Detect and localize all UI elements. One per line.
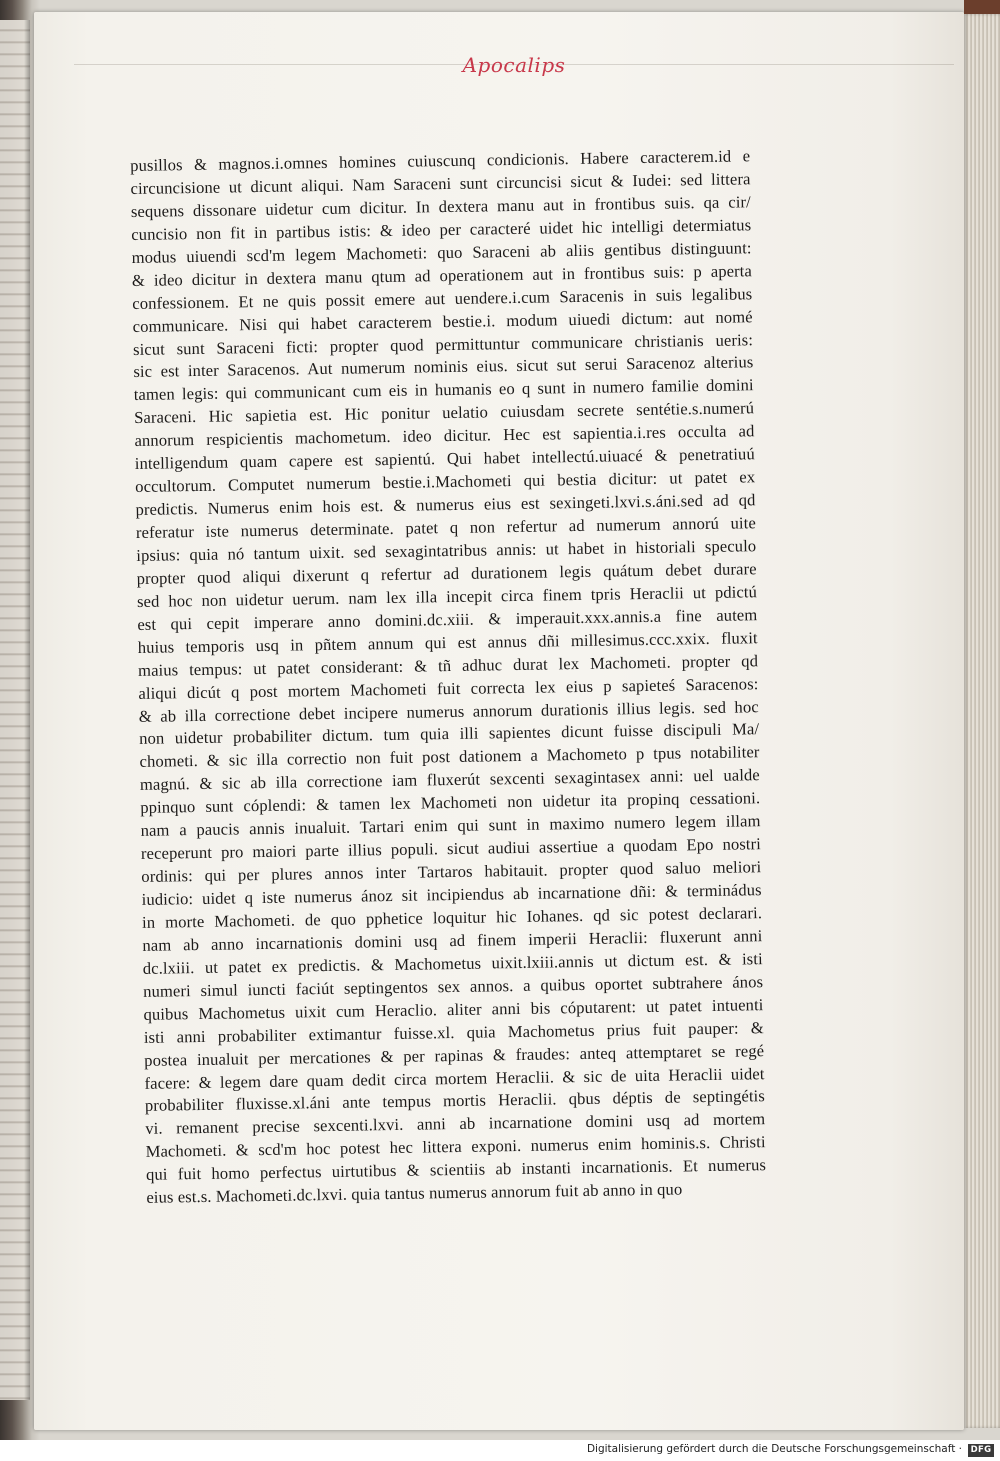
text-line: sic est inter Saracenos. Aut numerum nominis eius. sicut sut serui Saracenoz alterius	[133, 352, 754, 382]
text-line: nam ab anno incarnationis domini usq ad finem imperii Heraclii: fluxerunt anni	[142, 926, 763, 955]
text-line: ipsius: quia nó tantum uixit. sed sexagintatribus annis: ut habet in historiali speculo	[136, 536, 757, 565]
text-line: receperunt pro maiori parte illius populi. sicut audiui assertiue a quodam Epo nostri	[140, 834, 762, 864]
text-line: vi. remanent precise sexcenti.lxvi. anni ab incarnatione domini usq ad mortem	[145, 1109, 766, 1139]
text-line: predictis. Numerus enim hois est. & numerus eius est sexingeti.lxvi.s.áni.sed ad qd	[135, 490, 756, 520]
text-line: isti anni probabiliter extimantur fuisse.xl. quia Machometus prius fuit pauper: &	[143, 1017, 764, 1047]
text-line: in morte Machometi. de quo pphetice loquitur hic Iohanes. qd sic potest declarari.	[141, 903, 763, 932]
text-line: iudicio: uidet q iste numerus ánoz sit incipiendus ab incarnatione dñi: & terminádus	[141, 880, 762, 909]
text-line: referatur iste numerus determinate. patet q non refertur ad numerum annorú uite	[135, 513, 757, 542]
dfg-logo: DFG	[968, 1444, 994, 1457]
text-line: probabiliter fluxisse.xl.áni ante tempus mortis Heraclii. qbus déptis de septingétis	[144, 1086, 766, 1116]
text-line: propter quod aliqui dixerunt q refertur ad durationem legis quátum debet durare	[136, 559, 757, 588]
text-line: & ab illa correctione debet incipere numerus annorum durationis illius legis. sed hoc	[138, 696, 759, 726]
text-line: non uidetur probabiliter dictum. tum quia illi sapientes dicunt fuisse discipuli Ma/	[139, 719, 760, 749]
text-line: eius est.s. Machometi.dc.lxvi. quia tantus numerus annorum fuit ab anno in quo	[146, 1179, 683, 1208]
footer-bar	[0, 1440, 1000, 1461]
text-line: sequens dissonare uidetur cum dicitur. In dextera manu aut in frontibus suis. qa cir/	[130, 192, 751, 221]
text-line: ordinis: qui per plures annos inter Tartaros habitauit. propter quod saluo meliori	[141, 857, 762, 886]
text-line: sicut sunt Saraceni ficti: propter quod permittuntur communicare christianis ueris:	[132, 329, 754, 359]
text-line: dc.lxiii. ut patet ex predictis. & Machometus uixit.lxiii.annis ut dictum est. & isti	[142, 948, 763, 978]
text-line: numeri simul iuncti faciút septingentos sex annos. a quibus oportet subtrahere ános	[142, 971, 764, 1001]
text-line: nam a paucis annis inualuit. Tartari enim qui sunt in maximo numero legem illam	[140, 811, 761, 841]
facing-page-edge	[0, 20, 30, 1400]
text-line: occultorum. Computet numerum bestie.i.Machometi qui bestia dicitur: ut patet ex	[135, 467, 756, 497]
text-line: & ideo dicitur in dextera manu qtum ad operationem aut in frontibus suis: p aperta	[131, 260, 753, 290]
text-line: communicare. Nisi qui habet caracterem bestie.i. modum uiuedi dictum: aut nomé	[132, 306, 753, 336]
text-line: modus uiuendi scd'm legem Machometi: quo Saraceni ab aliis gentibus distinguunt:	[131, 238, 752, 267]
running-head: Apocalips	[462, 53, 566, 77]
text-line: cuncisio non fit in partibus istis: & ideo per caracteré uidet hic intelligi determiatus	[131, 215, 752, 244]
text-line: confessionem. Et ne quis possit emere aut uendere.i.cum Saracenis in suis legalibus	[132, 283, 753, 313]
text-line: Machometi. & scd'm hoc potest hec littera exponi. numerus enim hominis.s. Christi	[145, 1132, 766, 1162]
text-line: est qui cepit imperare anno domini.dc.xiii. & imperauit.xxx.annis.a fine autem	[137, 604, 758, 634]
text-line: tamen legis: qui communicant cum eis in humanis eo q sunt in numero familie domini	[133, 375, 754, 405]
text-line: magnú. & sic ab illa correctione iam fluxerút sexcenti sexagintasex anni: uel ualde	[139, 765, 760, 795]
text-line: annorum respicientis machometum. ideo dicitur. Hec est sapientia.i.res occulta ad	[134, 421, 755, 451]
text-line: quibus Machometus uixit cum Heraclio. aliter anni bis cóputarent: ut patet intuenti	[143, 994, 764, 1024]
text-line: postea inualuit per mercationes & per rapinas & fraudes: anteq attemptaret se regé	[144, 1040, 765, 1070]
text-line: pusillos & magnos.i.omnes homines cuiuscunq condicionis. Habere caracterem.id e	[130, 146, 751, 175]
page-stack-edges	[964, 14, 1000, 1428]
text-line: intelligendum quam capere est sapientú. Qui habet intellectú.uiuacé & penetratiuú	[134, 444, 755, 474]
text-line: chometi. & sic illa correctio non fuit post dationem a Machometo p tpus notabiliter	[139, 742, 760, 772]
text-line: aliqui dicút q post mortem Machometi fuit correcta lex eius p sapieteś Saracenos:	[138, 673, 759, 703]
text-line: Saraceni. Hic sapietia est. Hic ponitur uelatio cuiusdam secrete sentétie.s.numerú	[133, 398, 755, 428]
text-line: ppinquo sunt cóplendi: & tamen lex Machometi non uidetur ita propinq cessationi.	[140, 788, 761, 818]
text-line: facere: & legem dare quam dedit circa mortem Heraclii. & sic de uita Heraclii uidet	[144, 1063, 765, 1093]
text-line: sed hoc non uidetur uerum. nam lex illa incepit circa finem tpris Heraclii ut pdictú	[136, 582, 758, 611]
funding-notice: Digitalisierung gefördert durch die Deutsche Forschungsgemeinschaft ·	[586, 1443, 962, 1455]
text-line: circuncisione ut dicunt aliqui. Nam Saraceni sunt circuncisi sicut & Iudei: sed littera	[130, 169, 751, 198]
text-line: maius tempus: ut patet considerant: & tñ adhuc durat lex Machometi. propter qd	[137, 650, 759, 680]
text-block	[130, 145, 766, 1210]
text-line: huius temporis usq in pñtem annum qui est annus dñi millesimus.ccc.xxix. fluxit	[137, 627, 758, 657]
book-page	[34, 12, 964, 1430]
text-line: qui fuit homo perfectus uirtutibus & scientiis ab instanti incarnationis. Et numerus	[145, 1155, 767, 1185]
